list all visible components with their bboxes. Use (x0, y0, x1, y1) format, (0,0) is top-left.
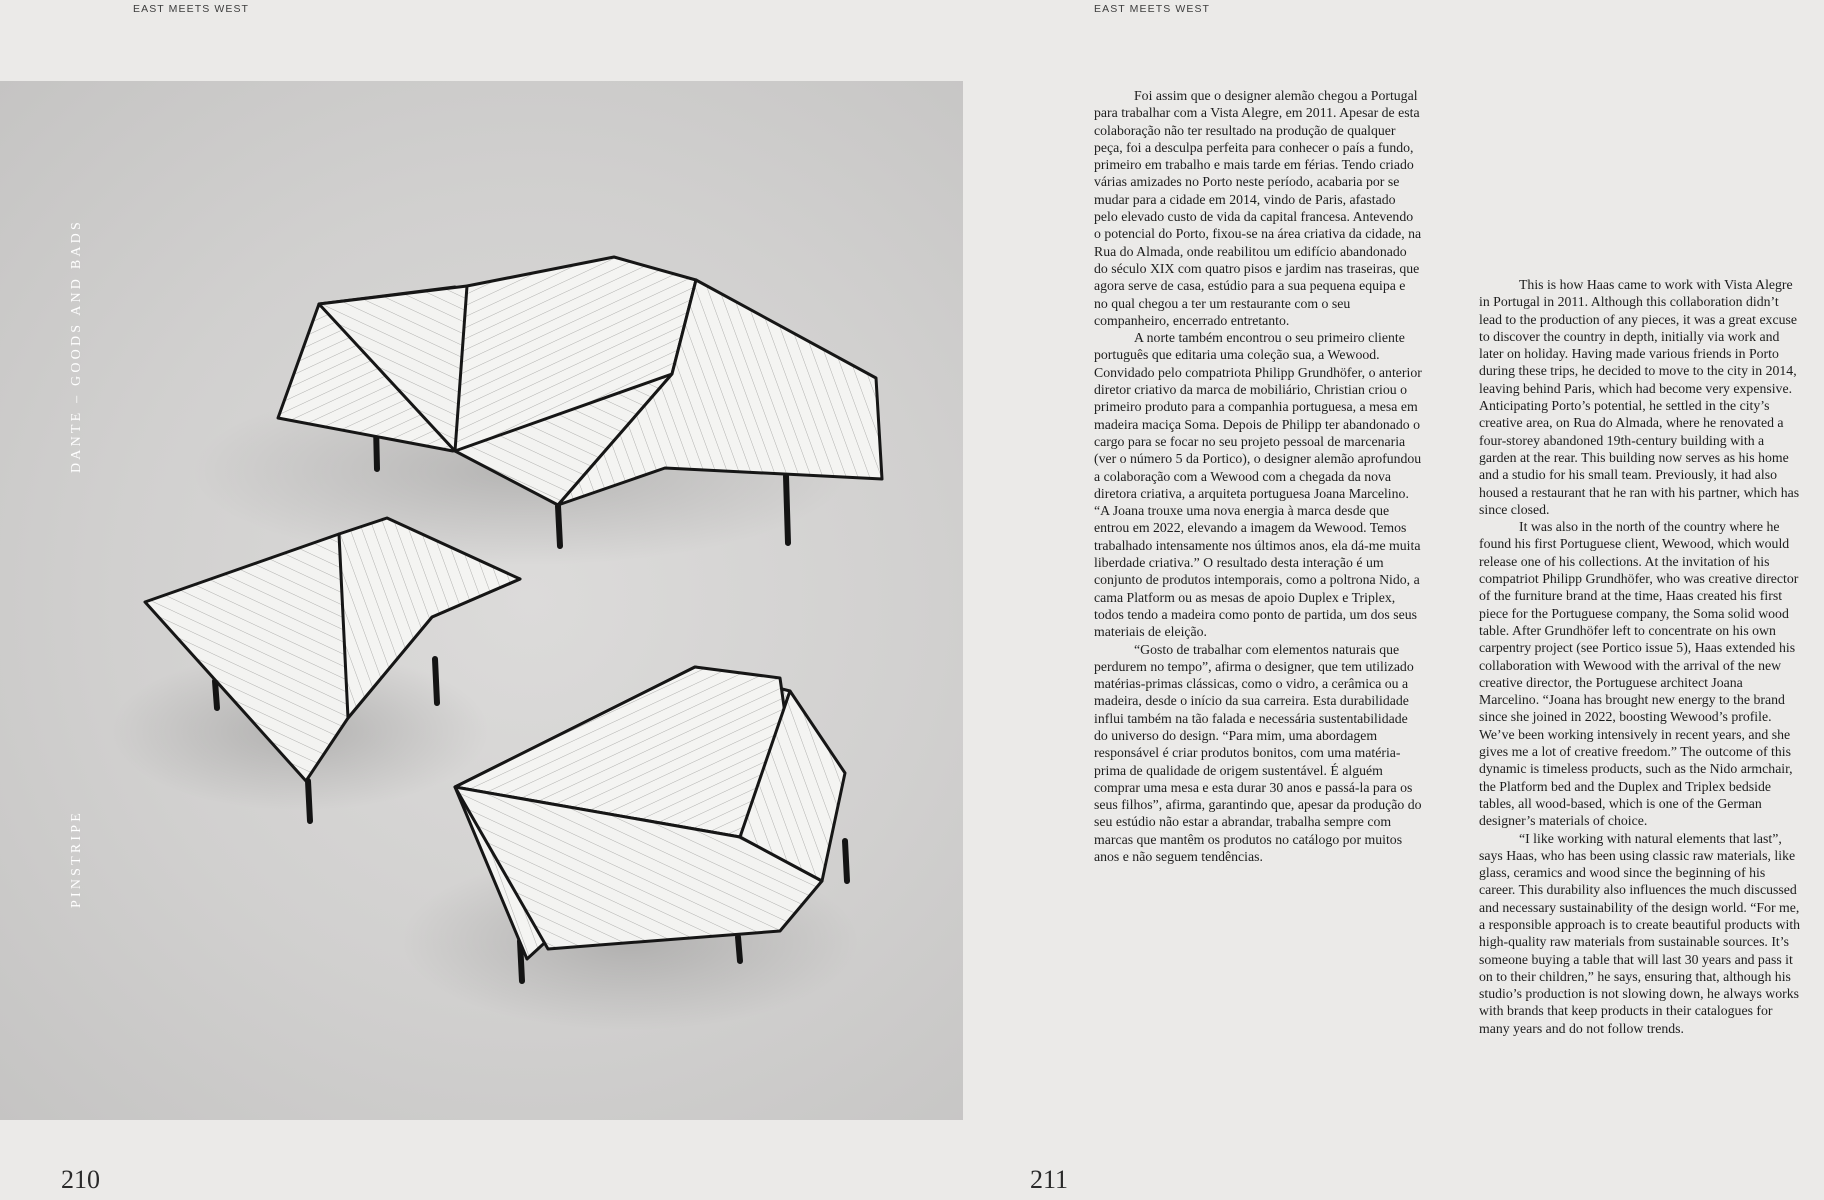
pt-paragraph: Foi assim que o designer alemão chegou a Portugal para trabalhar com a Vista Alegre, em 2011. Apesar de esta colaboração não ter resultado na produção de qualquer peça, foi a desculpa perfeita para conhecer o país a fundo, primeiro em trabalho e mais tarde em férias. Tendo criado várias amizades no Porto neste período, acabaria por se mudar para a cidade em 2014, vindo de Paris, afastado pelo elevado custo de vida da capital francesa. Antevendo o potencial do Porto, fixou-se na área criativa da cidade, na Rua do Almada, onde reabilitou um edifício abandonado do século XIX com quatro pisos e jardim nas traseiras, que agora serve de casa, estúdio para a sua pequena equipa e no qual chegou a ter um restaurante com o seu companheiro, encerrado entretanto. (1094, 88, 1422, 328)
portuguese-text-column (1094, 87, 1422, 865)
running-head-right: EAST MEETS WEST (1094, 3, 1211, 15)
pt-paragraph: “Gosto de trabalhar com elementos naturais que perdurem no tempo”, afirma o designer, que tem utilizado matérias-primas clássicas, como o vidro, a cerâmica ou a madeira, desde o início da sua carreira. Esta durabilidade influi também na tão falada e necessária sustentabilidade do universo do design. “Para mim, uma abordagem responsável é criar produtos bonitos, com uma matéria-prima de qualidade de origem sustentável. É alguém comprar uma mesa e esta durar 30 anos e passá-la para os seus filhos”, afirma, garantindo que, apesar da produção do seu estúdio não estar a abrandar, trabalha sempre com marcas que mantêm os produtos no catálogo por muitos anos e não seguem tendências. (1094, 641, 1422, 865)
page-number-right: 211 (1030, 1165, 1069, 1194)
pinstripe-tables-illustration (0, 81, 963, 1120)
page-number-left: 210 (61, 1165, 100, 1194)
photo-caption-product: PINSTRIPE (69, 809, 84, 908)
photo-caption-designer: DANTE – GOODS AND BADS (69, 219, 84, 473)
english-text-column (1479, 276, 1801, 1037)
pt-paragraph: A norte também encontrou o seu primeiro cliente português que editaria uma coleção sua, a Wewood. Convidado pelo compatriota Philipp Grundhöfer, o anterior diretor criativo da marca de mobiliário, Christian criou o primeiro produto para a companhia portuguesa, a mesa em madeira maciça Soma. Depois de Philipp ter abandonado o cargo para se focar no seu projeto pessoal de marcenaria (ver o número 5 da Portico), o designer alemão aprofundou a colaboração com a Wewood com a chegada da nova diretora criativa, a arquiteta portuguesa Joana Marcelino. “A Joana trouxe uma nova energia à marca desde que entrou em 2022, elevando a imagem da Wewood. Temos trabalhado intensamente nos últimos anos, ela dá-me muita liberdade criativa.” O resultado desta interação é um conjunto de produtos intemporais, como a poltrona Nido, a cama Platform ou as mesas de apoio Duplex e Triplex, todos tendo a madeira como ponto de partida, um dos seus materiais de eleição. (1094, 330, 1422, 640)
running-head-left: EAST MEETS WEST (133, 3, 250, 15)
third-table-top (455, 667, 845, 959)
product-photo (0, 81, 963, 1120)
en-paragraph: This is how Haas came to work with Vista Alegre in Portugal in 2011. Although this collaboration didn’t lead to the production of any pieces, it was a great excuse to discover the country in depth, initially via work and later on holiday. Having made various friends in Porto during these trips, he decided to move to the city in 2014, leaving behind Paris, which had become very expensive. Anticipating Porto’s potential, he settled in the city’s creative area, on Rua do Almada, where he renovated a four-storey abandoned 19th-century building with a garden at the rear. This building now serves as his home and a studio for his small team. Previously, it had also housed a restaurant that he ran with his partner, which has since closed. (1479, 277, 1800, 517)
en-paragraph: “I like working with natural elements that last”, says Haas, who has been using classic raw materials, like glass, ceramics and wood since the beginning of his career. This durability also influences the much discussed and necessary sustainability of the design world. “For me, a responsible approach is to create beautiful products with high-quality raw materials from sustainable sources. It’s someone buying a table that will last 30 years and pass it on to their children,” he says, ensuring that, although his studio’s production is not slowing down, he always works with brands that keep products in their catalogues for many years and do not follow trends. (1479, 830, 1801, 1036)
en-paragraph: It was also in the north of the country where he found his first Portuguese client, Wewood, which would release one of his collections. At the invitation of his compatriot Philipp Grundhöfer, who was creative director of the furniture brand at the time, Haas created his first piece for the Portuguese company, the Soma solid wood table. After Grundhöfer left to concentrate on his own carpentry project (see Portico issue 5), Haas extended his collaboration with Wewood with the arrival of the new creative director, the Portuguese architect Joana Marcelino. “Joana has brought new energy to the brand since she joined in 2022, boosting Wewood’s profile. We’ve been working intensively in recent years, and she gives me a lot of creative freedom.” The outcome of this dynamic is timeless products, such as the Nido armchair, the Platform bed and the Duplex and Triplex bedside tables, all wood-based, which is one of the German designer’s materials of choice. (1479, 519, 1799, 829)
